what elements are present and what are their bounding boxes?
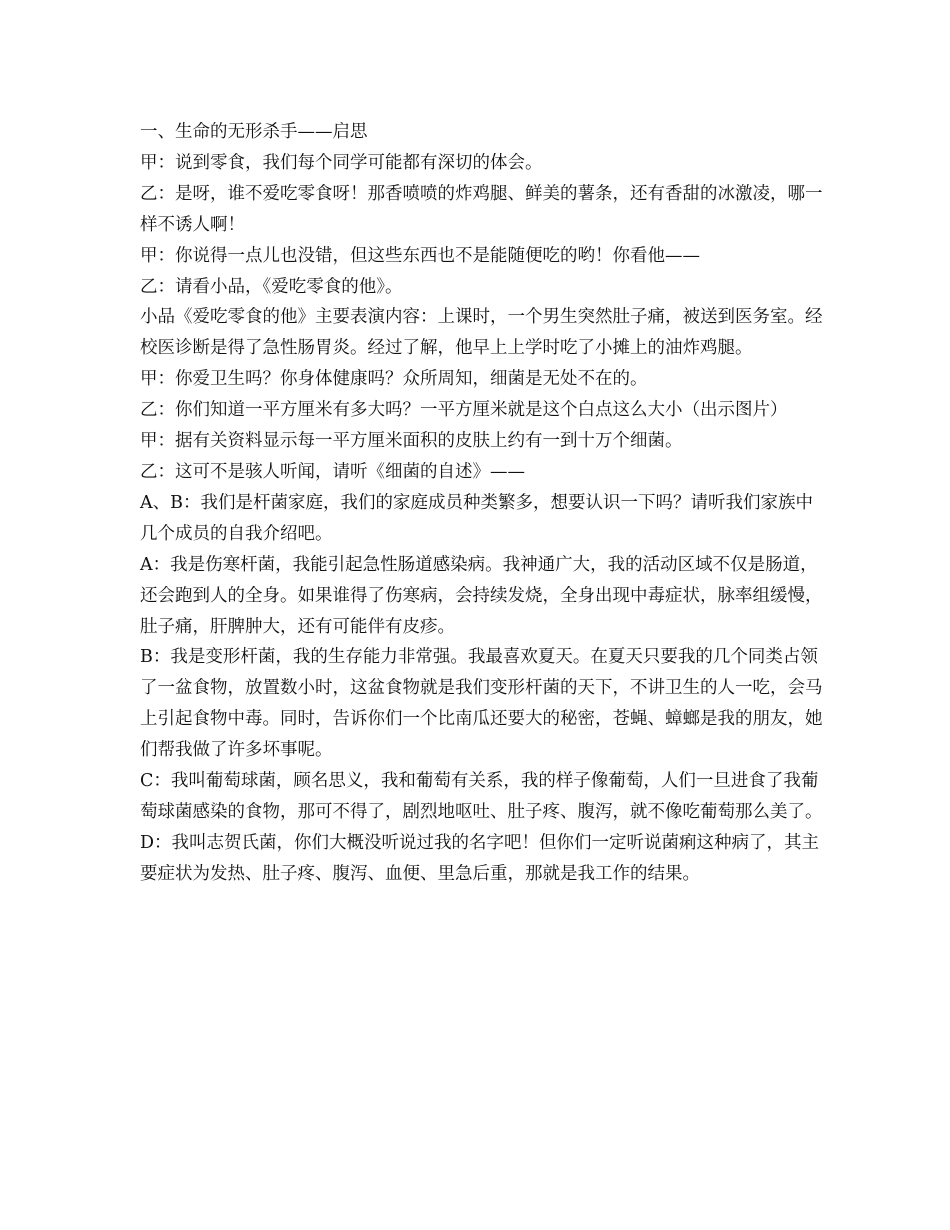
dialogue-line: C：我叫葡萄球菌，顾名思义，我和葡萄有关系，我的样子像葡萄，人们一旦进食了我葡萄球菌感染的食物，那可不得了，剧烈地呕吐、肚子疼、腹泻，就不像吃葡萄那么美了。 — [140, 771, 823, 822]
dialogue-line: 甲：你爱卫生吗？你身体健康吗？众所周知，细菌是无处不在的。 — [140, 369, 648, 390]
dialogue-line: A、B：我们是杆菌家庭，我们的家庭成员种类繁多，想要认识一下吗？请听我们家族中几个成员的自我介绍吧。 — [140, 492, 813, 544]
dialogue-line: B：我是变形杆菌，我的生存能力非常强。我最喜欢夏天。在夏天只要我的几个同类占领了一盆食物，放置数小时，这盆食物就是我们变形杆菌的天下，不讲卫生的人一吃，会马上引起食物中毒。同时，告诉你们一个比南瓜还要大的秘密，苍蝇、蟑螂是我的朋友，她们帮我做了许多坏事呢。 — [140, 647, 823, 761]
section-heading: 一、生命的无形杀手——启思 — [140, 122, 368, 142]
skit-description: 小品《爱吃零食的他》主要表演内容：上课时，一个男生突然肚子痛，被送到医务室。经校医诊断是得了急性肠胃炎。经过了解，他早上上学时吃了小摊上的油炸鸡腿。 — [140, 307, 823, 359]
dialogue-line: 乙：请看小品，《爱吃零食的他》。 — [140, 276, 403, 297]
dialogue-line: 甲：你说得一点儿也没错，但这些东西也不是能随便吃的哟！你看他—— — [140, 245, 700, 266]
dialogue-line: 乙：你们知道一平方厘米有多大吗？一平方厘米就是这个白点这么大小（出示图片） — [140, 400, 788, 421]
dialogue-line: 甲：据有关资料显示每一平方厘米面积的皮肤上约有一到十万个细菌。 — [140, 431, 683, 452]
dialogue-line: 乙：这可不是骇人听闻，请听《细菌的自述》—— — [140, 461, 525, 482]
dialogue-line: 甲：说到零食，我们每个同学可能都有深切的体会。 — [140, 152, 543, 173]
document-body — [140, 117, 825, 890]
dialogue-line: 乙：是呀，谁不爱吃零食呀！那香喷喷的炸鸡腿、鲜美的薯条，还有香甜的冰激凌，哪一样不诱人啊！ — [140, 183, 823, 235]
dialogue-line: D：我叫志贺氏菌，你们大概没听说过我的名字吧！但你们一定听说菌痢这种病了，其主要症状为发热、肚子疼、腹泻、血便、里急后重，那就是我工作的结果。 — [140, 832, 820, 884]
dialogue-line: A：我是伤寒杆菌，我能引起急性肠道感染病。我神通广大，我的活动区域不仅是肠道，还会跑到人的全身。如果谁得了伤寒病，会持续发烧，全身出现中毒症状，脉率组缓慢，肚子痛，肝脾肿大，还有可能伴有皮疹。 — [140, 554, 823, 637]
